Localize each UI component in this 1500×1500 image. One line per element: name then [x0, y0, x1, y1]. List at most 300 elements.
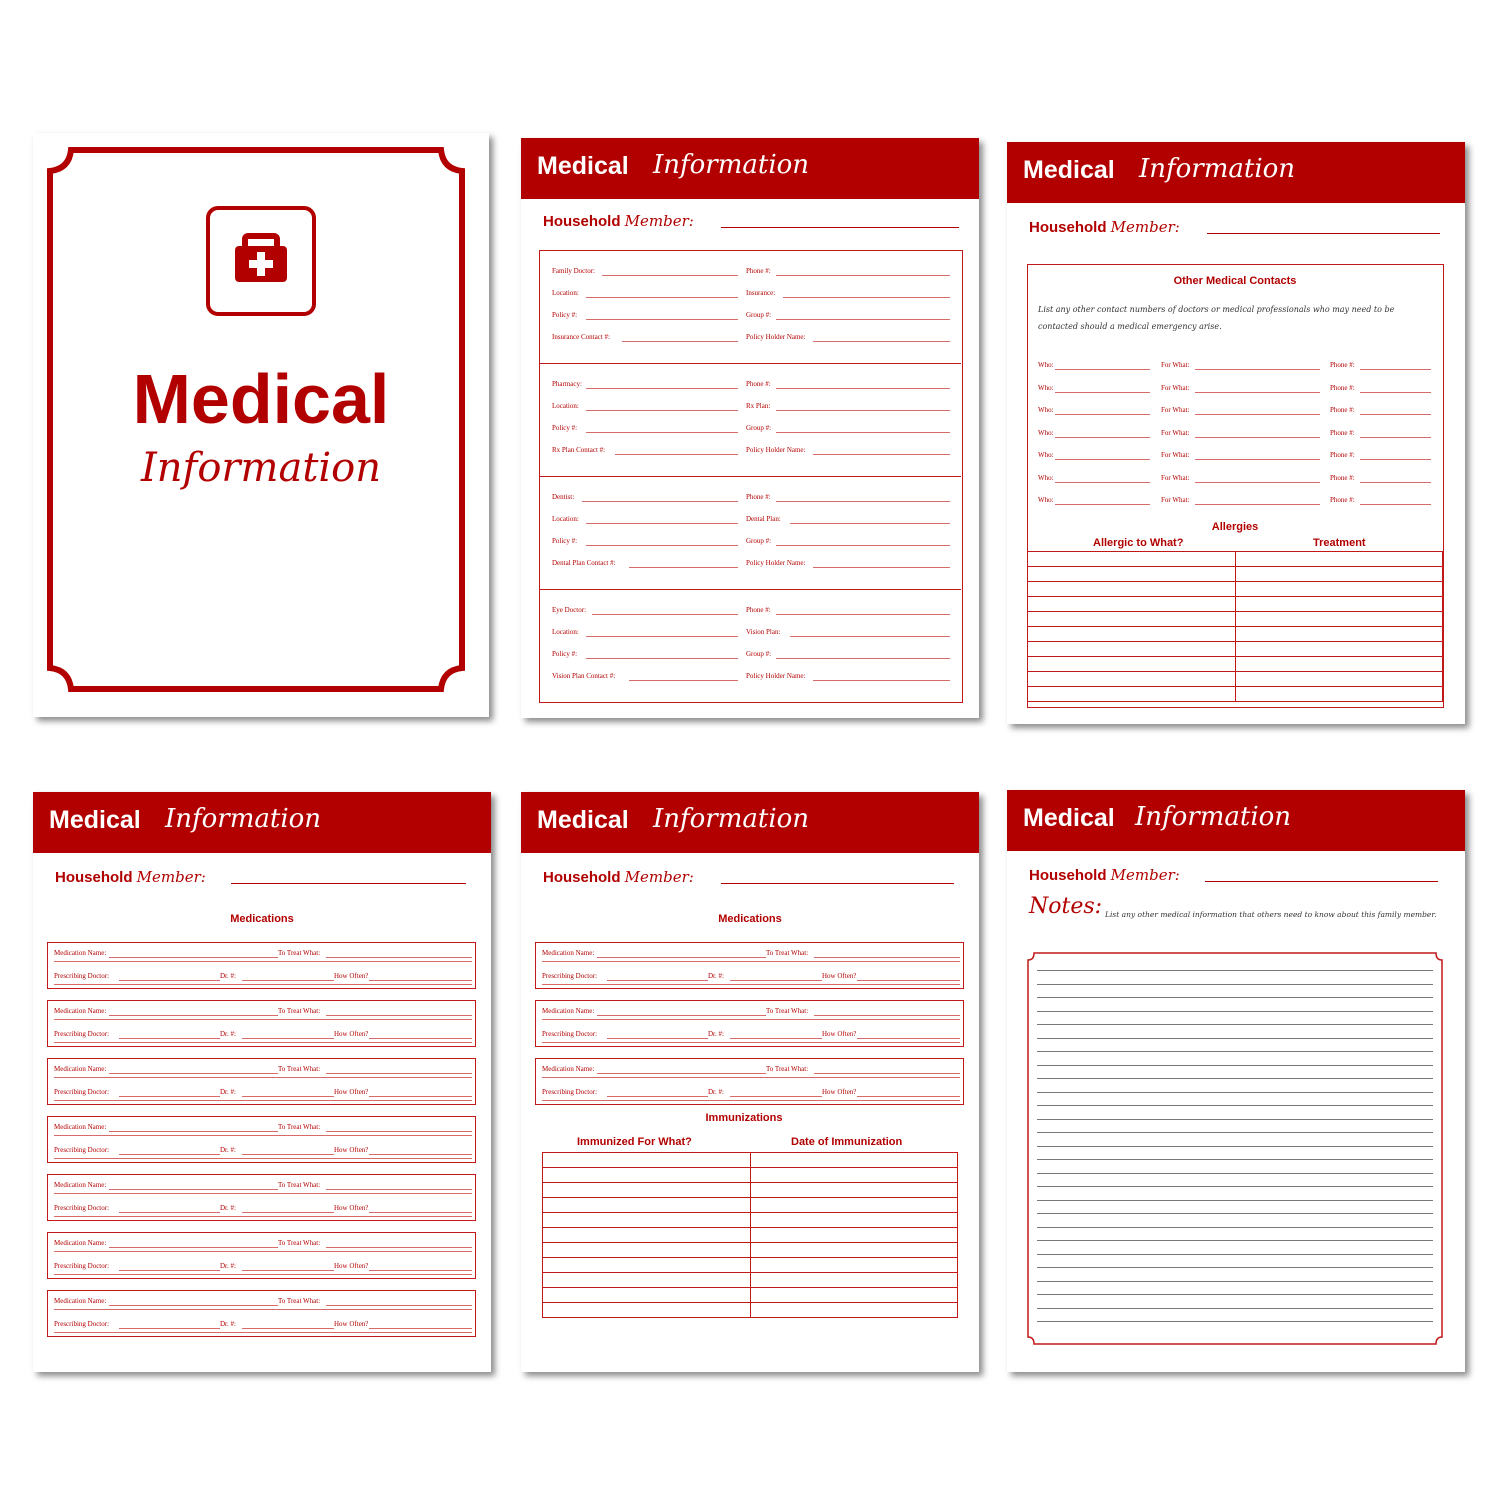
- medication-field-label: Dr. #:: [220, 1146, 236, 1154]
- field-line[interactable]: [586, 410, 738, 411]
- medication-field-line[interactable]: [242, 1328, 334, 1329]
- contact-field-label: Who:: [1038, 383, 1054, 392]
- medication-field-line[interactable]: [597, 1073, 766, 1074]
- immunization-cell[interactable]: [543, 1243, 751, 1258]
- field-line[interactable]: [776, 501, 950, 502]
- contact-field-label: Phone #:: [1330, 406, 1355, 414]
- contact-field-label: Who:: [1038, 361, 1054, 369]
- contact-field-line[interactable]: [1055, 369, 1150, 370]
- medication-field-line[interactable]: [730, 980, 822, 981]
- allergy-row: [1028, 627, 1443, 642]
- medication-block: [535, 1000, 964, 1047]
- field-line[interactable]: [586, 297, 738, 298]
- field-line[interactable]: [582, 501, 738, 502]
- notes-line[interactable]: [1037, 1294, 1433, 1295]
- medication-field-line[interactable]: [109, 1189, 278, 1190]
- notes-line[interactable]: [1037, 1173, 1433, 1174]
- allergy-cell[interactable]: [1235, 627, 1443, 642]
- immunization-cell[interactable]: [750, 1198, 958, 1213]
- contact-field-label: Who:: [1038, 496, 1054, 504]
- medication-field-label: Medication Name:: [542, 949, 595, 957]
- medication-field-label: Prescribing Doctor:: [54, 972, 110, 980]
- medication-field-label: How Often?: [334, 1146, 369, 1154]
- notes-line[interactable]: [1037, 1240, 1433, 1241]
- allergy-cell[interactable]: [1028, 552, 1236, 567]
- notes-line[interactable]: [1037, 1065, 1433, 1066]
- medication-field-line[interactable]: [369, 980, 472, 981]
- immunization-cell[interactable]: [543, 1198, 751, 1213]
- household-member-field[interactable]: [721, 883, 954, 884]
- field-line[interactable]: [586, 636, 738, 637]
- immunization-table: [542, 1152, 958, 1318]
- notes-line[interactable]: [1037, 1011, 1433, 1012]
- contacts-page: [1007, 142, 1465, 724]
- notes-line[interactable]: [1037, 1119, 1433, 1120]
- field-line[interactable]: [586, 658, 738, 659]
- field-line[interactable]: [776, 658, 950, 659]
- field-label: Location:: [552, 289, 579, 297]
- field-line[interactable]: [586, 523, 738, 524]
- field-line[interactable]: [776, 614, 950, 615]
- medication-field-label: Medication Name:: [54, 1065, 107, 1073]
- immunization-cell[interactable]: [750, 1153, 958, 1168]
- medication-field-line[interactable]: [242, 1270, 334, 1271]
- medication-field-line[interactable]: [119, 1154, 220, 1155]
- notes-line[interactable]: [1037, 1254, 1433, 1255]
- immunization-row: [543, 1303, 958, 1318]
- notes-line[interactable]: [1037, 1227, 1433, 1228]
- allergies-title: Allergies: [1211, 521, 1259, 533]
- notes-line[interactable]: [1037, 1200, 1433, 1201]
- medication-field-label: Dr. #:: [220, 1204, 236, 1212]
- allergy-cell[interactable]: [1028, 672, 1236, 687]
- medication-field-line[interactable]: [814, 957, 960, 958]
- household-member-label: Household Member:: [1029, 218, 1180, 236]
- medication-field-label: To Treat What:: [278, 1007, 321, 1015]
- header-title-bold: Medical: [1023, 804, 1115, 832]
- immunization-cell[interactable]: [543, 1168, 751, 1183]
- allergy-cell[interactable]: [1235, 612, 1443, 627]
- allergy-cell[interactable]: [1028, 567, 1236, 582]
- notes-line[interactable]: [1037, 984, 1433, 985]
- medication-field-line[interactable]: [326, 1189, 472, 1190]
- section-divider: [540, 363, 961, 364]
- immunization-cell[interactable]: [750, 1228, 958, 1243]
- immunization-cell[interactable]: [750, 1168, 958, 1183]
- allergy-row: [1028, 552, 1443, 567]
- medication-field-label: Dr. #:: [708, 1088, 724, 1096]
- contact-field-line[interactable]: [1195, 504, 1320, 505]
- field-line[interactable]: [790, 523, 950, 524]
- field-label: Policy Holder Name:: [746, 559, 806, 567]
- field-label: Pharmacy:: [552, 380, 582, 388]
- household-member-field[interactable]: [1207, 233, 1440, 234]
- medication-field-line[interactable]: [119, 1038, 220, 1039]
- field-line[interactable]: [629, 680, 738, 681]
- field-line[interactable]: [813, 341, 950, 342]
- immunization-cell[interactable]: [543, 1213, 751, 1228]
- allergy-cell[interactable]: [1028, 687, 1236, 702]
- field-line[interactable]: [776, 275, 950, 276]
- block-underline: [54, 984, 472, 985]
- allergy-cell[interactable]: [1028, 627, 1236, 642]
- medication-field-label: Dr. #:: [220, 1030, 236, 1038]
- contact-field-line[interactable]: [1360, 437, 1431, 438]
- medication-field-label: Medication Name:: [542, 1007, 595, 1015]
- medication-field-line[interactable]: [119, 1270, 220, 1271]
- medication-field-line[interactable]: [369, 1270, 472, 1271]
- field-line[interactable]: [586, 388, 738, 389]
- immunization-cell[interactable]: [750, 1258, 958, 1273]
- contact-field-line[interactable]: [1195, 414, 1320, 415]
- allergy-cell[interactable]: [1028, 582, 1236, 597]
- allergy-row: [1028, 642, 1443, 657]
- contact-field-line[interactable]: [1055, 392, 1150, 393]
- allergy-row: [1028, 612, 1443, 627]
- block-underline: [542, 1042, 960, 1043]
- immunization-cell[interactable]: [543, 1228, 751, 1243]
- medication-block: [47, 1000, 476, 1047]
- notes-line[interactable]: [1037, 1078, 1433, 1079]
- contact-field-line[interactable]: [1360, 482, 1431, 483]
- contact-field-label: Phone #:: [1330, 428, 1355, 437]
- allergy-cell[interactable]: [1235, 552, 1443, 567]
- field-label: Phone #:: [746, 493, 771, 501]
- medication-field-label: Prescribing Doctor:: [54, 1030, 110, 1038]
- contact-field-line[interactable]: [1195, 437, 1320, 438]
- field-line[interactable]: [586, 545, 738, 546]
- notes-instructions: List any other medical information that others need to know about this family member.: [1105, 910, 1437, 919]
- contact-field-line[interactable]: [1360, 369, 1431, 370]
- block-underline: [54, 1100, 472, 1101]
- field-line[interactable]: [813, 680, 950, 681]
- field-label: Policy Holder Name:: [746, 672, 806, 680]
- page-header: [33, 792, 491, 853]
- immunization-cell[interactable]: [543, 1258, 751, 1273]
- household-member-field[interactable]: [721, 227, 959, 228]
- medication-field-line[interactable]: [814, 1073, 960, 1074]
- medication-field-label: To Treat What:: [278, 1181, 321, 1189]
- medication-field-line[interactable]: [119, 1096, 220, 1097]
- page-header: [1007, 142, 1465, 203]
- notes-line[interactable]: [1037, 1038, 1433, 1039]
- medication-field-line[interactable]: [326, 1305, 472, 1306]
- page-header: [1007, 790, 1465, 851]
- medication-block: [535, 1058, 964, 1105]
- contact-field-line[interactable]: [1195, 369, 1320, 370]
- allergy-cell[interactable]: [1235, 672, 1443, 687]
- allergy-row: [1028, 657, 1443, 672]
- header-title-script: Information: [165, 804, 322, 834]
- notes-line[interactable]: [1037, 1159, 1433, 1160]
- medication-field-line[interactable]: [597, 1015, 766, 1016]
- block-underline: [54, 1332, 472, 1333]
- allergy-row: [1028, 687, 1443, 702]
- medication-field-line[interactable]: [242, 1038, 334, 1039]
- block-underline: [542, 961, 960, 962]
- medication-field-label: How Often?: [822, 1088, 857, 1096]
- notes-line[interactable]: [1037, 1281, 1433, 1282]
- medication-field-line[interactable]: [109, 1247, 278, 1248]
- medication-field-line[interactable]: [119, 1328, 220, 1329]
- medication-field-label: Prescribing Doctor:: [54, 1146, 110, 1154]
- contact-field-line[interactable]: [1195, 459, 1320, 460]
- contact-field-line[interactable]: [1360, 459, 1431, 460]
- immunization-row: [543, 1183, 958, 1198]
- medication-field-label: Medication Name:: [54, 949, 107, 957]
- medication-field-label: How Often?: [822, 972, 857, 980]
- block-underline: [54, 1077, 472, 1078]
- contact-field-label: Who:: [1038, 406, 1054, 414]
- allergy-cell[interactable]: [1235, 657, 1443, 672]
- immunization-cell[interactable]: [543, 1153, 751, 1168]
- allergy-row: [1028, 567, 1443, 582]
- notes-line[interactable]: [1037, 1146, 1433, 1147]
- section-divider: [540, 589, 961, 590]
- medication-field-line[interactable]: [597, 957, 766, 958]
- notes-line[interactable]: [1037, 1051, 1433, 1052]
- allergy-cell[interactable]: [1028, 642, 1236, 657]
- immunization-col-what: Immunized For What?: [577, 1136, 692, 1148]
- field-line[interactable]: [586, 319, 738, 320]
- header-title-script: Information: [1139, 154, 1296, 184]
- immunization-cell[interactable]: [750, 1183, 958, 1198]
- contact-field-line[interactable]: [1195, 392, 1320, 393]
- field-label: Group #:: [746, 650, 772, 658]
- contacts-box: [1027, 264, 1444, 708]
- contact-field-line[interactable]: [1055, 459, 1150, 460]
- field-label: Policy #:: [552, 537, 578, 545]
- household-member-field[interactable]: [1205, 881, 1438, 882]
- header-title-bold: Medical: [1023, 156, 1115, 184]
- allergy-row: [1028, 582, 1443, 597]
- medication-field-line[interactable]: [369, 1154, 472, 1155]
- contact-field-line[interactable]: [1055, 437, 1150, 438]
- field-line[interactable]: [586, 432, 738, 433]
- field-label: Location:: [552, 402, 579, 410]
- field-label: Policy Holder Name:: [746, 333, 806, 341]
- immunization-row: [543, 1153, 958, 1168]
- allergy-col-what: Allergic to What?: [1093, 537, 1184, 549]
- notes-line[interactable]: [1037, 1213, 1433, 1214]
- field-line[interactable]: [790, 636, 950, 637]
- medication-field-line[interactable]: [369, 1038, 472, 1039]
- block-underline: [54, 1193, 472, 1194]
- field-line[interactable]: [592, 614, 738, 615]
- medication-field-line[interactable]: [109, 1073, 278, 1074]
- block-underline: [54, 1042, 472, 1043]
- allergy-col-treatment: Treatment: [1313, 537, 1366, 549]
- medication-field-line[interactable]: [109, 1305, 278, 1306]
- block-underline: [54, 1135, 472, 1136]
- notes-line[interactable]: [1037, 1267, 1433, 1268]
- immunization-cell[interactable]: [750, 1243, 958, 1258]
- medication-field-line[interactable]: [369, 1096, 472, 1097]
- contact-field-line[interactable]: [1055, 482, 1150, 483]
- immunization-row: [543, 1228, 958, 1243]
- medication-field-line[interactable]: [857, 1096, 960, 1097]
- field-label: Location:: [552, 515, 579, 523]
- field-line[interactable]: [622, 341, 738, 342]
- medication-field-line[interactable]: [109, 1015, 278, 1016]
- block-underline: [54, 961, 472, 962]
- field-line[interactable]: [602, 275, 738, 276]
- household-member-field[interactable]: [231, 883, 466, 884]
- field-label: Group #:: [746, 424, 772, 432]
- immunization-cell[interactable]: [543, 1303, 751, 1318]
- medications-title: Medications: [230, 913, 294, 925]
- field-line[interactable]: [629, 567, 738, 568]
- medication-field-line[interactable]: [730, 1038, 822, 1039]
- medication-field-line[interactable]: [607, 1096, 708, 1097]
- field-line[interactable]: [776, 410, 950, 411]
- immunization-cell[interactable]: [750, 1303, 958, 1318]
- allergy-cell[interactable]: [1235, 567, 1443, 582]
- medication-field-line[interactable]: [326, 1073, 472, 1074]
- notes-line[interactable]: [1037, 1024, 1433, 1025]
- medication-field-line[interactable]: [730, 1096, 822, 1097]
- field-label: Eye Doctor:: [552, 606, 587, 614]
- allergy-cell[interactable]: [1028, 657, 1236, 672]
- notes-line[interactable]: [1037, 1321, 1433, 1322]
- contact-field-label: Phone #:: [1330, 451, 1355, 459]
- medication-field-line[interactable]: [857, 980, 960, 981]
- cover-page: [33, 133, 489, 717]
- contact-field-line[interactable]: [1360, 392, 1431, 393]
- field-label: Phone #:: [746, 606, 771, 614]
- medication-field-label: Dr. #:: [220, 1320, 236, 1328]
- medication-field-line[interactable]: [326, 1015, 472, 1016]
- medication-field-line[interactable]: [242, 1154, 334, 1155]
- cover-subtitle: Information: [140, 445, 382, 491]
- contact-field-label: For What:: [1161, 428, 1190, 437]
- medication-block: [47, 1058, 476, 1105]
- medication-field-line[interactable]: [814, 1015, 960, 1016]
- allergy-cell[interactable]: [1235, 582, 1443, 597]
- notes-line[interactable]: [1037, 997, 1433, 998]
- block-underline: [542, 1100, 960, 1101]
- immunization-cell[interactable]: [543, 1273, 751, 1288]
- field-label: Policy #:: [552, 311, 578, 319]
- medication-field-line[interactable]: [109, 957, 278, 958]
- notes-line[interactable]: [1037, 1105, 1433, 1106]
- cover-title: Medical: [132, 360, 390, 438]
- contacts-title: Other Medical Contacts: [1173, 275, 1297, 287]
- medication-field-line[interactable]: [109, 1131, 278, 1132]
- medication-field-line[interactable]: [857, 1038, 960, 1039]
- contact-field-line[interactable]: [1055, 414, 1150, 415]
- medication-field-line[interactable]: [369, 1328, 472, 1329]
- allergy-cell[interactable]: [1235, 597, 1443, 612]
- allergy-cell[interactable]: [1028, 612, 1236, 627]
- field-line[interactable]: [776, 388, 950, 389]
- medication-field-label: How Often?: [334, 1088, 369, 1096]
- allergy-cell[interactable]: [1235, 687, 1443, 702]
- household-member-label: Household Member:: [1029, 866, 1180, 884]
- medication-field-label: Prescribing Doctor:: [54, 1088, 110, 1096]
- allergy-cell[interactable]: [1028, 597, 1236, 612]
- field-line[interactable]: [813, 454, 950, 455]
- field-line[interactable]: [615, 454, 738, 455]
- medication-field-label: To Treat What:: [278, 1297, 321, 1305]
- medication-field-label: How Often?: [822, 1030, 857, 1038]
- medication-field-line[interactable]: [607, 1038, 708, 1039]
- immunization-cell[interactable]: [750, 1213, 958, 1228]
- section-divider: [540, 476, 961, 477]
- medications-immunizations-page: [521, 792, 979, 1372]
- medication-block: [535, 942, 964, 989]
- immunization-row: [543, 1288, 958, 1303]
- immunization-col-date: Date of Immunization: [791, 1136, 903, 1148]
- contact-field-line[interactable]: [1360, 414, 1431, 415]
- medication-field-label: How Often?: [334, 972, 369, 980]
- medication-field-line[interactable]: [326, 957, 472, 958]
- contact-field-line[interactable]: [1055, 504, 1150, 505]
- insurance-box: [539, 250, 963, 703]
- immunization-cell[interactable]: [750, 1273, 958, 1288]
- medication-field-label: To Treat What:: [766, 1065, 809, 1073]
- medication-field-line[interactable]: [242, 1212, 334, 1213]
- medication-field-label: Dr. #:: [220, 972, 236, 980]
- medication-field-line[interactable]: [119, 1212, 220, 1213]
- immunization-cell[interactable]: [543, 1288, 751, 1303]
- immunization-cell[interactable]: [750, 1288, 958, 1303]
- field-line[interactable]: [813, 567, 950, 568]
- allergy-row: [1028, 597, 1443, 612]
- field-label: Rx Plan Contact #:: [552, 446, 606, 454]
- field-line[interactable]: [776, 319, 950, 320]
- medication-field-label: To Treat What:: [278, 1065, 321, 1073]
- field-label: Policy #:: [552, 650, 578, 658]
- medication-field-label: Prescribing Doctor:: [54, 1320, 110, 1328]
- household-member-label: Household Member:: [55, 868, 206, 886]
- field-line[interactable]: [776, 432, 950, 433]
- medication-field-line[interactable]: [326, 1131, 472, 1132]
- notes-line[interactable]: [1037, 1092, 1433, 1093]
- field-line[interactable]: [776, 545, 950, 546]
- medication-field-label: How Often?: [334, 1030, 369, 1038]
- allergy-cell[interactable]: [1235, 642, 1443, 657]
- field-label: Phone #:: [746, 380, 771, 388]
- field-line[interactable]: [783, 297, 950, 298]
- notes-title: Notes:: [1029, 894, 1103, 919]
- medication-field-line[interactable]: [369, 1212, 472, 1213]
- medication-field-line[interactable]: [242, 980, 334, 981]
- block-underline: [54, 1019, 472, 1020]
- field-label: Vision Plan:: [746, 628, 781, 636]
- medication-field-line[interactable]: [607, 980, 708, 981]
- medication-field-label: To Treat What:: [278, 949, 321, 957]
- medication-field-label: Medication Name:: [54, 1181, 107, 1189]
- contact-field-line[interactable]: [1360, 504, 1431, 505]
- block-underline: [542, 1019, 960, 1020]
- notes-line[interactable]: [1037, 1186, 1433, 1187]
- contact-field-label: For What:: [1161, 406, 1190, 414]
- immunization-row: [543, 1168, 958, 1183]
- medication-field-line[interactable]: [242, 1096, 334, 1097]
- page-header: [521, 138, 979, 199]
- block-underline: [54, 1216, 472, 1217]
- immunization-row: [543, 1258, 958, 1273]
- medication-field-line[interactable]: [119, 980, 220, 981]
- notes-line[interactable]: [1037, 970, 1433, 971]
- immunization-cell[interactable]: [543, 1183, 751, 1198]
- contact-field-line[interactable]: [1195, 482, 1320, 483]
- medication-block: [47, 1174, 476, 1221]
- notes-line[interactable]: [1037, 1308, 1433, 1309]
- notes-line[interactable]: [1037, 1132, 1433, 1133]
- medication-field-line[interactable]: [326, 1247, 472, 1248]
